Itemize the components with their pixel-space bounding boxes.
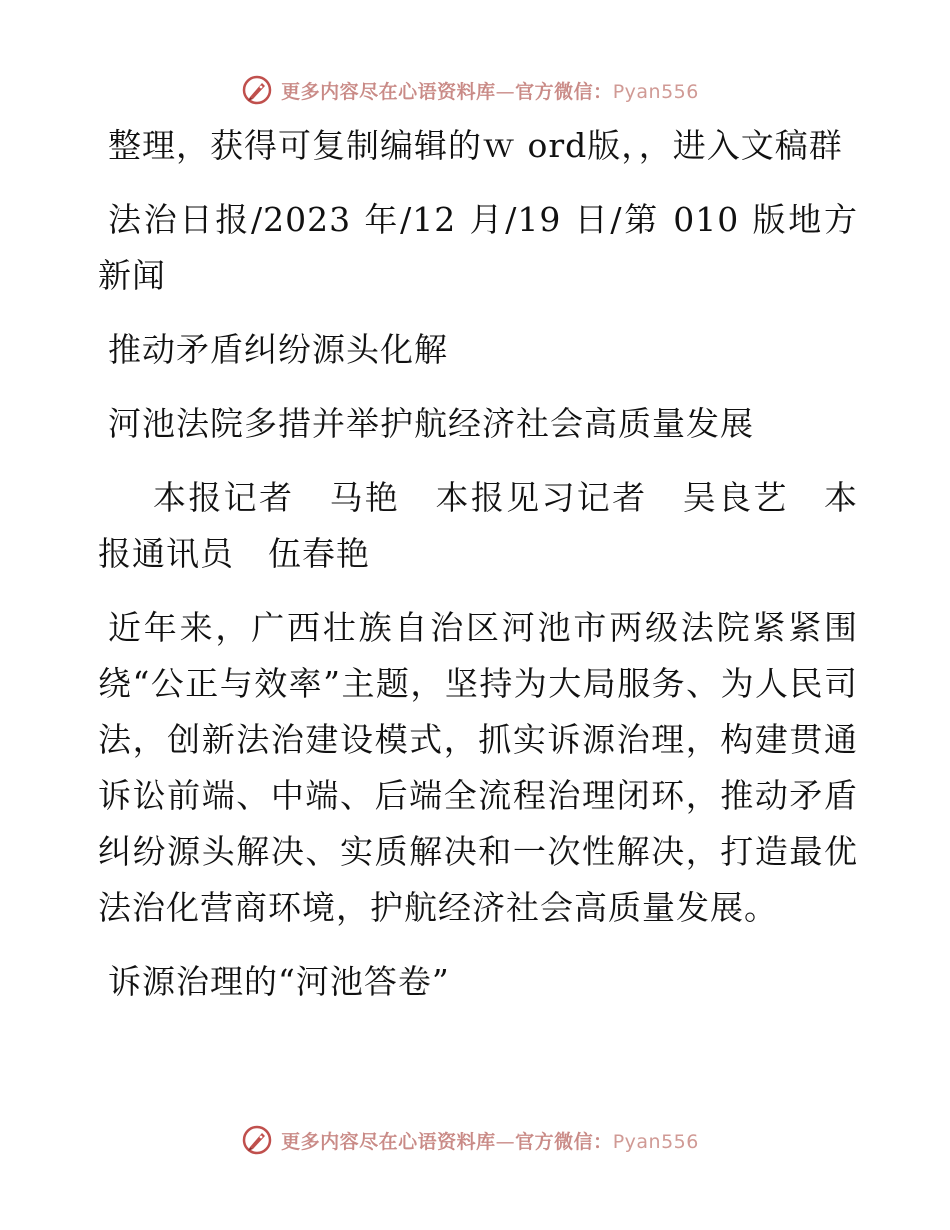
watermark-text: 更多内容尽在心语资料库—官方微信：Pyan556 — [281, 80, 699, 103]
pen-nib-icon — [241, 74, 273, 106]
subheadline: 河池法院多措并举护航经济社会高质量发展 — [108, 404, 754, 443]
intro-paragraph: 整理，获得可复制编辑的ｗ ord版，，进入文稿群 — [108, 126, 843, 165]
section-heading: 诉源治理的“河池答卷” — [108, 962, 450, 1001]
watermark-group — [241, 1124, 699, 1156]
headline: 推动矛盾纠纷源头化解 — [108, 330, 448, 369]
watermark-group — [241, 74, 699, 106]
source-line: 法治日报/2023 年/12 月/19 日/第 010 版地方新闻 — [98, 200, 858, 295]
watermark-text: 更多内容尽在心语资料库—官方微信：Pyan556 — [281, 1130, 699, 1153]
byline: 本报记者 马艳 本报见习记者 吴良艺 本报通讯员 伍春艳 — [98, 478, 858, 573]
document-body — [98, 118, 858, 1028]
pen-nib-icon — [241, 1124, 273, 1156]
header-watermark — [0, 70, 950, 110]
footer-watermark — [0, 1120, 950, 1160]
body-paragraph: 近年来，广西壮族自治区河池市两级法院紧紧围绕“公正与效率”主题，坚持为大局服务、为人民司法，创新法治建设模式，抓实诉源治理，构建贯通诉讼前端、中端、后端全流程治理闭环，推动矛盾纠纷源头解决、实质解决和一次性解决，打造最优法治化营商环境，护航经济社会高质量发展。 — [98, 608, 858, 927]
